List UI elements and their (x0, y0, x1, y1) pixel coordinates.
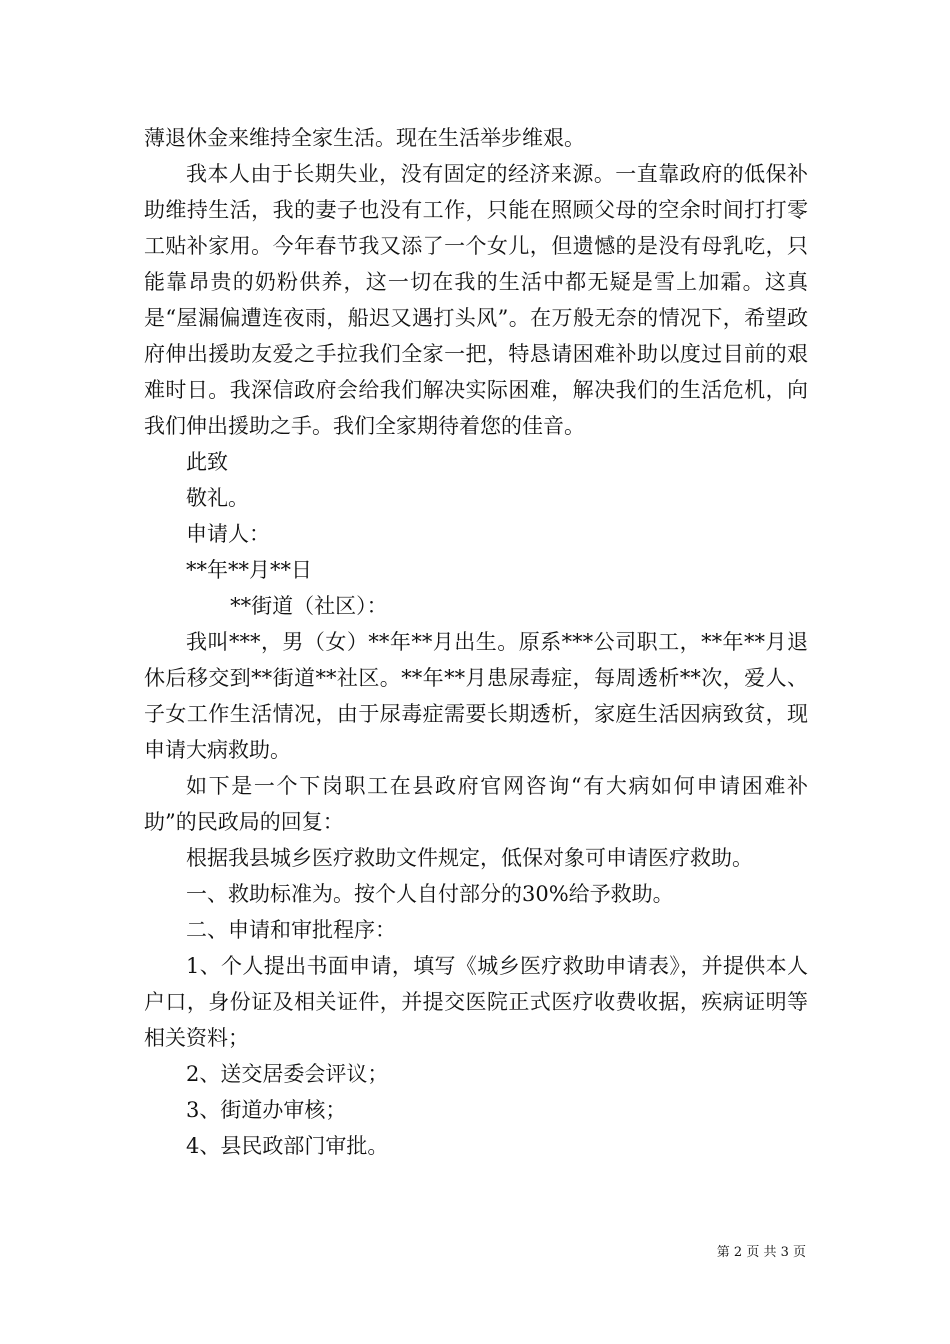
closing-salutation: 此致 (186, 450, 228, 474)
paragraph-3: 我叫***，男（女）**年**月出生。原系***公司职工，**年**月退休后移交到**街道**社区。**年**月患尿毒症，每周透析**次，爱人、子女工作生活情况，由于尿毒症需要长期透析，家庭生活因病致贫，现申请大病救助。 (144, 630, 808, 762)
document-body (144, 120, 808, 1164)
applicant-label: 申请人： (186, 522, 270, 546)
paragraph-1: 薄退休金来维持全家生活。现在生活举步维艰。 (144, 126, 585, 150)
closing-regards: 敬礼。 (186, 486, 249, 510)
addressee-line: **街道（社区）： (230, 594, 388, 618)
paragraph-5: 根据我县城乡医疗救助文件规定，低保对象可申请医疗救助。 (186, 846, 753, 870)
list-item-step-1: 1、个人提出书面申请，填写《城乡医疗救助申请表》，并提供本人户口，身份证及相关证件，并提交医院正式医疗收费收据，疾病证明等相关资料； (144, 954, 808, 1050)
date-line: **年**月**日 (186, 558, 312, 582)
list-item-procedure: 二、申请和审批程序： (186, 918, 396, 942)
list-item-step-3: 3、街道办审核； (186, 1098, 347, 1122)
page-number: 第 2 页 共 3 页 (716, 1245, 806, 1260)
paragraph-2: 我本人由于长期失业，没有固定的经济来源。一直靠政府的低保补助维持生活，我的妻子也没有工作，只能在照顾父母的空余时间打打零工贴补家用。今年春节我又添了一个女儿，但遗憾的是没有母乳吃，只能靠昂贵的奶粉供养，这一切在我的生活中都无疑是雪上加霜。这真是“屋漏偏遭连夜雨，船迟又遇打头风”。在万般无奈的情况下，希望政府伸出援助友爱之手拉我们全家一把，特恳请困难补助以度过目前的艰难时日。我深信政府会给我们解决实际困难，解决我们的生活危机，向我们伸出援助之手。我们全家期待着您的佳音。 (144, 162, 808, 438)
list-item-standard: 一、救助标准为。按个人自付部分的30%给予救助。 (186, 882, 674, 906)
list-item-step-2: 2、送交居委会评议； (186, 1062, 389, 1086)
paragraph-4: 如下是一个下岗职工在县政府官网咨询“有大病如何申请困难补助”的民政局的回复： (144, 774, 808, 834)
list-item-step-4: 4、县民政部门审批。 (186, 1134, 389, 1158)
